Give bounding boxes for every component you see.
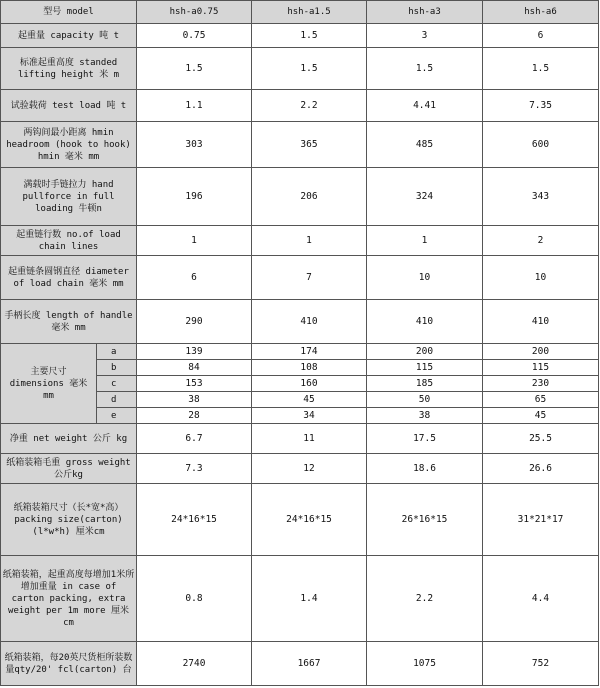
row-label: 起重链行数 no.of load chain lines — [1, 226, 137, 256]
extra-weight-row — [1, 556, 599, 642]
table-cell: 6 — [137, 256, 252, 300]
table-cell: 11 — [252, 424, 367, 454]
table-cell: 1.4 — [252, 556, 367, 642]
table-cell: 10 — [367, 256, 483, 300]
dimensions-label: 主要尺寸 dimensions 毫米 mm — [1, 344, 97, 424]
dimension-row-a — [1, 344, 599, 360]
table-cell: 50 — [367, 392, 483, 408]
table-cell: 324 — [367, 168, 483, 226]
table-cell: 45 — [483, 408, 599, 424]
table-cell: 343 — [483, 168, 599, 226]
table-cell: 1 — [252, 226, 367, 256]
table-cell: 2.2 — [252, 90, 367, 122]
row-label: 净重 net weight 公斤 kg — [1, 424, 137, 454]
test-load-row — [1, 90, 599, 122]
row-label: 纸箱装箱，每20英尺货柜所装数量qty/20' fcl(carton) 台 — [1, 642, 137, 686]
table-cell: 10 — [483, 256, 599, 300]
table-cell: 2 — [483, 226, 599, 256]
table-cell: 3 — [367, 24, 483, 48]
lifting-height-row — [1, 48, 599, 90]
handle-length-row — [1, 300, 599, 344]
table-cell: 0.75 — [137, 24, 252, 48]
gross-weight-row — [1, 454, 599, 484]
pullforce-row — [1, 168, 599, 226]
table-cell: 752 — [483, 642, 599, 686]
table-cell: 4.4 — [483, 556, 599, 642]
net-weight-row — [1, 424, 599, 454]
table-cell: 139 — [137, 344, 252, 360]
row-label: 满载时手链拉力 hand pullforce in full loading 牛顿n — [1, 168, 137, 226]
table-cell: 230 — [483, 376, 599, 392]
table-cell: 108 — [252, 360, 367, 376]
row-label: 纸箱装箱，起重高度每增加1米所增加重量 in case of carton packing, extra weight per 1m more 厘米 cm — [1, 556, 137, 642]
table-cell: 6.7 — [137, 424, 252, 454]
table-cell: 31*21*17 — [483, 484, 599, 556]
table-cell: 196 — [137, 168, 252, 226]
table-cell: 84 — [137, 360, 252, 376]
table-cell: 365 — [252, 122, 367, 168]
table-cell: 153 — [137, 376, 252, 392]
row-label: 标准起重高度 standed lifting height 米 m — [1, 48, 137, 90]
table-cell: 174 — [252, 344, 367, 360]
table-cell: 7.35 — [483, 90, 599, 122]
table-cell: 26.6 — [483, 454, 599, 484]
chain-lines-row — [1, 226, 599, 256]
table-cell: 200 — [367, 344, 483, 360]
table-cell: 600 — [483, 122, 599, 168]
table-cell: 1 — [367, 226, 483, 256]
table-cell: 115 — [483, 360, 599, 376]
table-cell: 185 — [367, 376, 483, 392]
table-cell: 410 — [252, 300, 367, 344]
table-cell: 18.6 — [367, 454, 483, 484]
header-row — [1, 1, 599, 24]
table-cell: 28 — [137, 408, 252, 424]
table-cell: 1.5 — [367, 48, 483, 90]
table-cell: 1.5 — [252, 24, 367, 48]
row-label: 起重量 capacity 吨 t — [1, 24, 137, 48]
container-qty-row — [1, 642, 599, 686]
table-cell: 206 — [252, 168, 367, 226]
table-cell: 303 — [137, 122, 252, 168]
table-cell: 24*16*15 — [252, 484, 367, 556]
table-cell: 26*16*15 — [367, 484, 483, 556]
headroom-row — [1, 122, 599, 168]
table-cell: 2740 — [137, 642, 252, 686]
table-cell: 1.5 — [137, 48, 252, 90]
table-cell: 1.5 — [483, 48, 599, 90]
table-cell: 410 — [367, 300, 483, 344]
capacity-row — [1, 24, 599, 48]
table-cell: 25.5 — [483, 424, 599, 454]
table-cell: 45 — [252, 392, 367, 408]
row-label: 试验载荷 test load 吨 t — [1, 90, 137, 122]
row-label: 纸箱装箱尺寸（长*宽*高） packing size(carton) (l*w*h) 厘米cm — [1, 484, 137, 556]
table-cell: 4.41 — [367, 90, 483, 122]
row-label: 起重链条圆钢直径 diameter of load chain 毫米 mm — [1, 256, 137, 300]
table-cell: 1075 — [367, 642, 483, 686]
packing-size-row — [1, 484, 599, 556]
table-cell: 24*16*15 — [137, 484, 252, 556]
table-cell: 1.5 — [252, 48, 367, 90]
dimension-key: c — [97, 376, 137, 392]
table-cell: 1 — [137, 226, 252, 256]
table-cell: 160 — [252, 376, 367, 392]
row-label: 两钩间最小距离 hmin headroom (hook to hook) hmin 毫米 mm — [1, 122, 137, 168]
model-header: hsh-a0.75 — [137, 1, 252, 24]
table-cell: 12 — [252, 454, 367, 484]
table-cell: 38 — [137, 392, 252, 408]
table-cell: 115 — [367, 360, 483, 376]
row-label: 手柄长度 length of handle 毫米 mm — [1, 300, 137, 344]
table-cell: 17.5 — [367, 424, 483, 454]
model-header: hsh-a6 — [483, 1, 599, 24]
table-cell: 1.1 — [137, 90, 252, 122]
table-cell: 2.2 — [367, 556, 483, 642]
table-cell: 0.8 — [137, 556, 252, 642]
table-cell: 65 — [483, 392, 599, 408]
table-cell: 1667 — [252, 642, 367, 686]
table-cell: 485 — [367, 122, 483, 168]
table-cell: 38 — [367, 408, 483, 424]
table-cell: 34 — [252, 408, 367, 424]
table-cell: 6 — [483, 24, 599, 48]
table-cell: 290 — [137, 300, 252, 344]
dimension-key: b — [97, 360, 137, 376]
table-cell: 7.3 — [137, 454, 252, 484]
row-label: 纸箱装箱毛重 gross weight 公斤kg — [1, 454, 137, 484]
model-header: hsh-a3 — [367, 1, 483, 24]
dimension-key: e — [97, 408, 137, 424]
model-header: hsh-a1.5 — [252, 1, 367, 24]
table-cell: 7 — [252, 256, 367, 300]
table-cell: 200 — [483, 344, 599, 360]
table-cell: 410 — [483, 300, 599, 344]
dimension-key: d — [97, 392, 137, 408]
chain-diameter-row — [1, 256, 599, 300]
dimension-key: a — [97, 344, 137, 360]
model-header-label: 型号 model — [1, 1, 137, 24]
